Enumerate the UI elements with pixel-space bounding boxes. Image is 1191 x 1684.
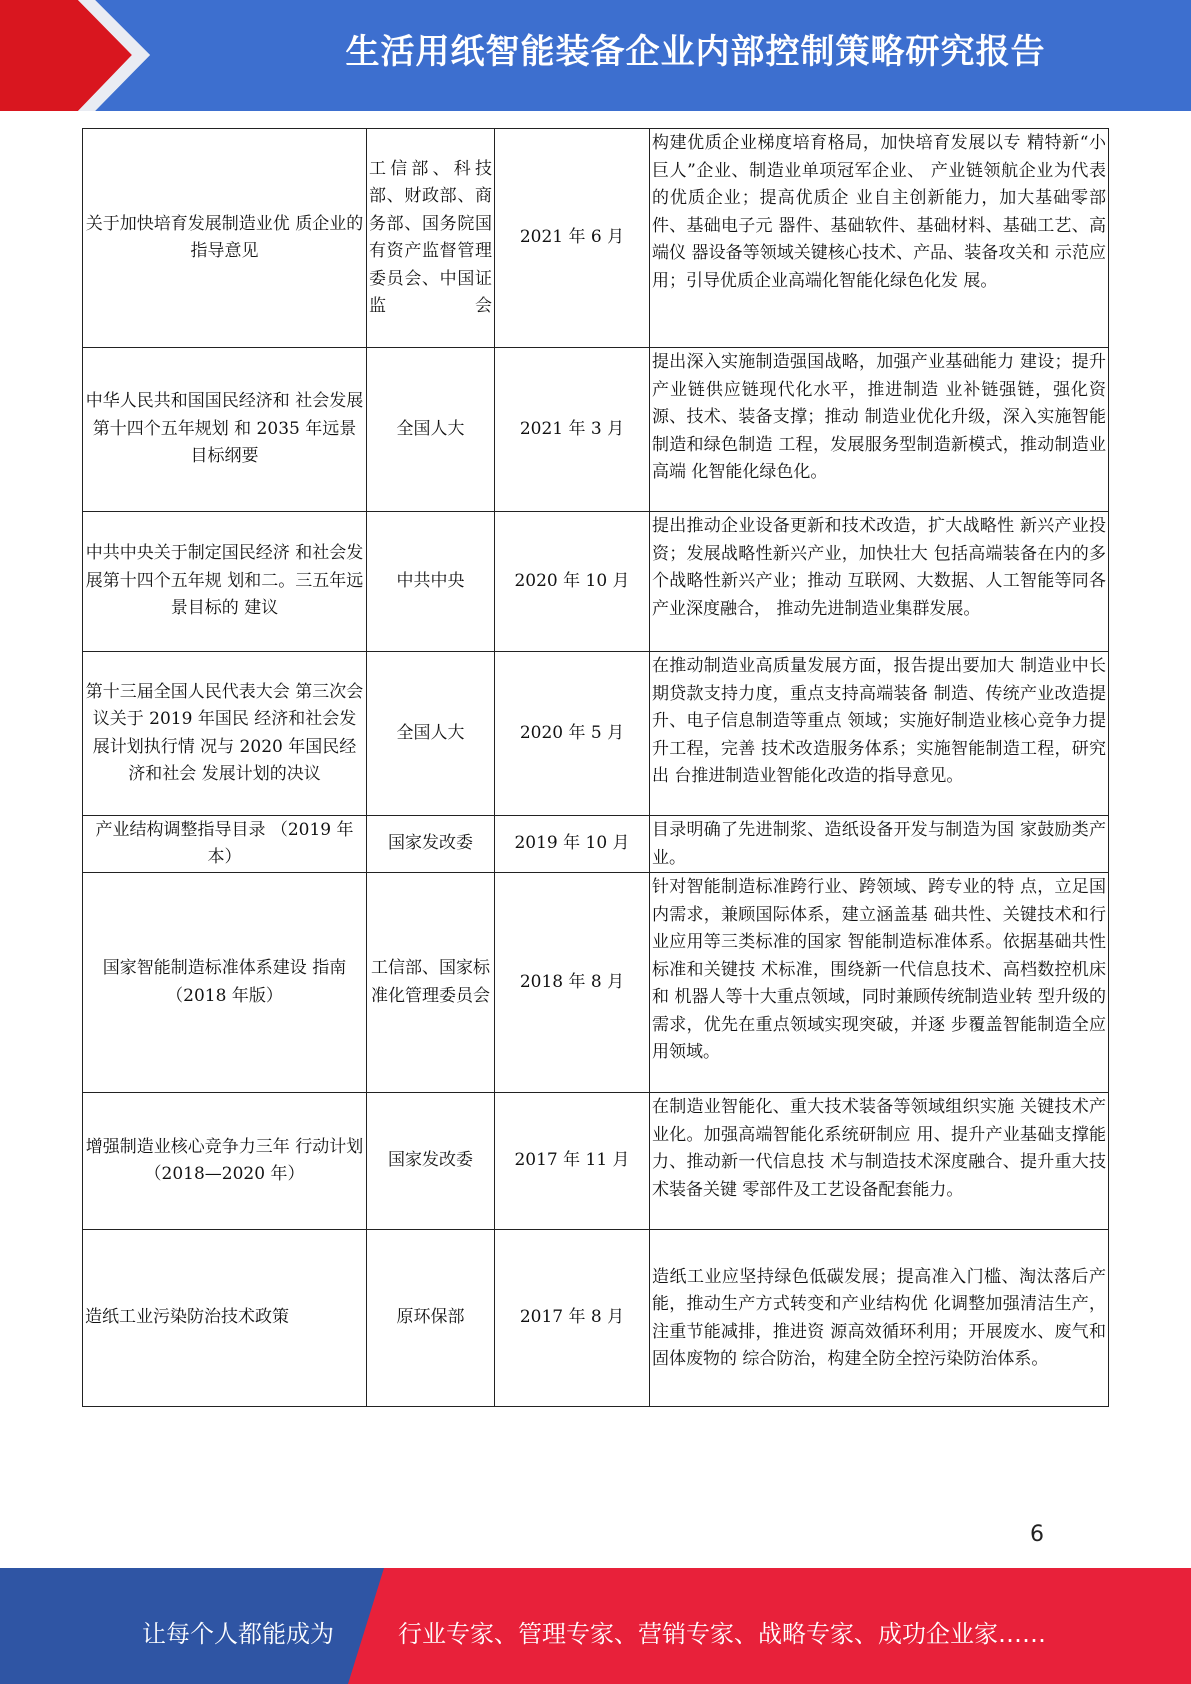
date-cell: 2021 年 3 月 bbox=[495, 348, 650, 512]
table-row bbox=[83, 348, 1109, 512]
date-cell: 2020 年 10 月 bbox=[495, 512, 650, 652]
content-cell: 造纸工业应坚持绿色低碳发展；提高准入门槛、淘汰落后产能，推动生产方式转变和产业结构优 化调整加强清洁生产，注重节能减排，推进资 源高效循环利用；开展废水、废气和固体废物的 综合防治，构建全防全控污染防治体系。 bbox=[650, 1230, 1109, 1407]
issuer-cell: 全国人大 bbox=[367, 652, 495, 816]
issuer-cell: 原环保部 bbox=[367, 1230, 495, 1407]
content-cell: 提出推动企业设备更新和技术改造，扩大战略性 新兴产业投资；发展战略性新兴产业，加快壮大 包括高端装备在内的多个战略性新兴产业；推动 互联网、大数据、人工智能等同各产业深度融合， 推动先进制造业集群发展。 bbox=[650, 512, 1109, 652]
issuer-cell: 工信部、国家标准化管理委员会 bbox=[367, 873, 495, 1093]
date-cell: 2018 年 8 月 bbox=[495, 873, 650, 1093]
policy-name-cell: 国家智能制造标准体系建设 指南（2018 年版） bbox=[83, 873, 367, 1093]
page-number: 6 bbox=[1030, 1522, 1044, 1547]
footer-slogan-left: 让每个人都能成为 bbox=[142, 1620, 334, 1648]
table-row bbox=[83, 1230, 1109, 1407]
date-cell: 2017 年 11 月 bbox=[495, 1093, 650, 1230]
content-cell: 构建优质企业梯度培育格局，加快培育发展以专 精特新“小巨人”企业、制造业单项冠军企业、 产业链领航企业为代表的优质企业；提高优质企 业自主创新能力，加大基础零部件、基础电子元 器件、基础软件、基础材料、基础工艺、高端仪 器设备等领域关键核心技术、产品、装备攻关和 示范应用；引导优质企业高端化智能化绿色化发 展。 bbox=[650, 129, 1109, 348]
date-cell: 2021 年 6 月 bbox=[495, 129, 650, 348]
date-cell: 2019 年 10 月 bbox=[495, 816, 650, 873]
policy-name-cell: 中华人民共和国国民经济和 社会发展第十四个五年规划 和 2035 年远景目标纲要 bbox=[83, 348, 367, 512]
issuer-cell: 工信部、科技部、财政部、商务部、国务院国有资产监督管理委员会、中国证监会 bbox=[367, 129, 495, 348]
table-row bbox=[83, 816, 1109, 873]
policy-name-cell: 增强制造业核心竞争力三年 行动计划（2018—2020 年） bbox=[83, 1093, 367, 1230]
content-cell: 提出深入实施制造强国战略，加强产业基础能力 建设；提升产业链供应链现代化水平，推进制造 业补链强链，强化资源、技术、装备支撑；推动 制造业优化升级，深入实施智能制造和绿色制造 工程，发展服务型制造新模式，推动制造业高端 化智能化绿色化。 bbox=[650, 348, 1109, 512]
policy-name-cell: 关于加快培育发展制造业优 质企业的指导意见 bbox=[83, 129, 367, 348]
issuer-cell: 国家发改委 bbox=[367, 1093, 495, 1230]
table-row bbox=[83, 1093, 1109, 1230]
table-row bbox=[83, 129, 1109, 348]
page-title: 生活用纸智能装备企业内部控制策略研究报告 bbox=[345, 32, 1046, 72]
table-row bbox=[83, 652, 1109, 816]
issuer-cell: 全国人大 bbox=[367, 348, 495, 512]
content-cell: 目录明确了先进制浆、造纸设备开发与制造为国 家鼓励类产业。 bbox=[650, 816, 1109, 873]
content-cell: 针对智能制造标准跨行业、跨领域、跨专业的特 点，立足国内需求，兼顾国际体系，建立涵盖基 础共性、关键技术和行业应用等三类标准的国家 智能制造标准体系。依据基础共性标准和关键技 术标准，围绕新一代信息技术、高档数控机床和 机器人等十大重点领域，同时兼顾传统制造业转 型升级的需求，优先在重点领域实现突破，并逐 步覆盖智能制造全应用领域。 bbox=[650, 873, 1109, 1093]
policy-name-cell: 中共中央关于制定国民经济 和社会发展第十四个五年规 划和二。三五年远景目标的 建议 bbox=[83, 512, 367, 652]
policy-table bbox=[82, 128, 1109, 1407]
issuer-cell: 国家发改委 bbox=[367, 816, 495, 873]
issuer-cell: 中共中央 bbox=[367, 512, 495, 652]
content-cell: 在推动制造业高质量发展方面，报告提出要加大 制造业中长期贷款支持力度，重点支持高端装备 制造、传统产业改造提升、电子信息制造等重点 领域；实施好制造业核心竞争力提升工程，完善 技术改造服务体系；实施智能制造工程，研究出 台推进制造业智能化改造的指导意见。 bbox=[650, 652, 1109, 816]
page-header bbox=[0, 0, 1191, 111]
content-cell: 在制造业智能化、重大技术装备等领域组织实施 关键技术产业化。加强高端智能化系统研制应 用、提升产业基础支撑能力、推动新一代信息技 术与制造技术深度融合、提升重大技术装备关键 零部件及工艺设备配套能力。 bbox=[650, 1093, 1109, 1230]
footer-slogan-right: 行业专家、管理专家、营销专家、战略专家、成功企业家…… bbox=[398, 1620, 1046, 1648]
page-footer bbox=[0, 1568, 1191, 1684]
table-row bbox=[83, 873, 1109, 1093]
policy-name-cell: 产业结构调整指导目录 （2019 年本） bbox=[83, 816, 367, 873]
table-row bbox=[83, 512, 1109, 652]
policy-name-cell: 造纸工业污染防治技术政策 bbox=[83, 1230, 367, 1407]
policy-name-cell: 第十三届全国人民代表大会 第三次会议关于 2019 年国民 经济和社会发展计划执行情 况与 2020 年国民经济和社会 发展计划的决议 bbox=[83, 652, 367, 816]
date-cell: 2020 年 5 月 bbox=[495, 652, 650, 816]
date-cell: 2017 年 8 月 bbox=[495, 1230, 650, 1407]
